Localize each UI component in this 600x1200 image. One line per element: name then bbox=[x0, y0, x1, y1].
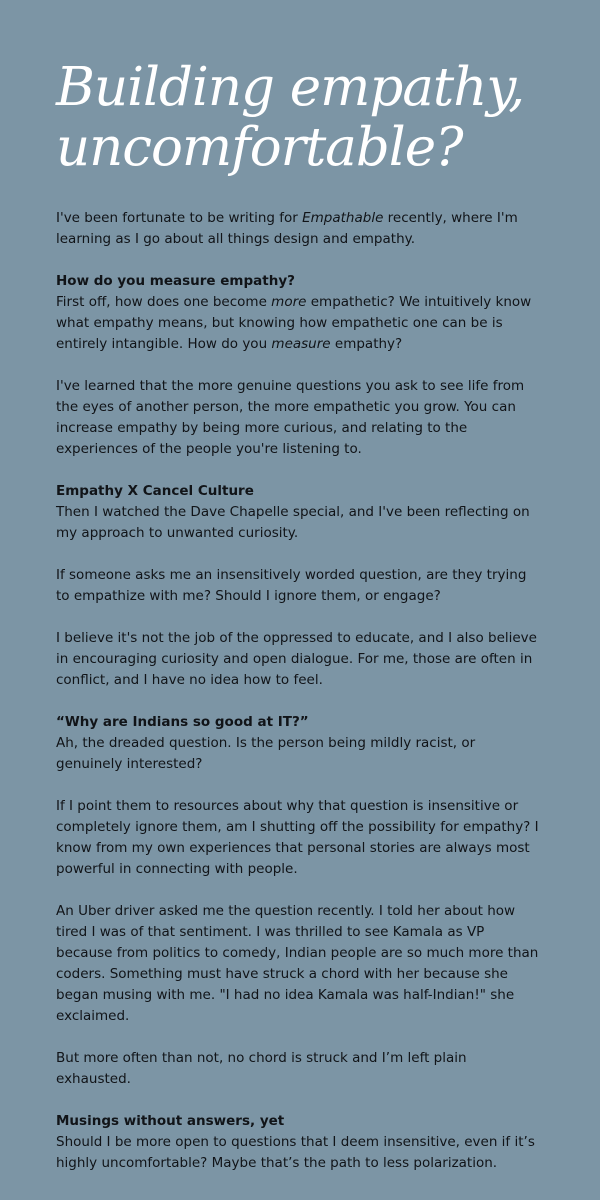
cancel-culture-paragraph-3: I believe it's not the job of the oppressed to educate, and I also believe in encouraging curiosity and open dialogue. For me, those are often in conflict, and I have no idea how to feel. bbox=[56, 630, 537, 688]
text-segment: empathetic? We intuitively know what empathy means, but knowing how empathetic one can be is entirely intangible. How do you bbox=[56, 294, 532, 352]
intro-text-after: recently, where I'm learning as I go about all things design and empathy. bbox=[56, 210, 518, 247]
text-segment: empathy? bbox=[330, 336, 403, 352]
text-segment: First off, how does one become bbox=[56, 294, 272, 310]
musings-paragraph-1: Should I be more open to questions that I deem insensitive, even if it’s highly uncomfortable? Maybe that’s the path to less polarization. bbox=[56, 1134, 535, 1171]
indians-it-paragraph-1: Ah, the dreaded question. Is the person being mildly racist, or genuinely interested? bbox=[56, 735, 476, 772]
section-heading-indians-it: “Why are Indians so good at IT?” bbox=[56, 714, 309, 730]
section-heading-measure-empathy: How do you measure empathy? bbox=[56, 273, 295, 289]
indians-it-paragraph-3: An Uber driver asked me the question recently. I told her about how tired I was of that sentiment. I was thrilled to see Kamala as VP because from politics to comedy, Indian people are so much more than coders. Something must have struck a chord with her because she began musing with me. "I had no idea Kamala was half-Indian!" she exclaimed. bbox=[56, 903, 539, 1024]
cancel-culture-paragraph-2: If someone asks me an insensitively worded question, are they trying to empathize with me? Should I ignore them, or engage? bbox=[56, 567, 527, 604]
page-title bbox=[56, 58, 544, 178]
emphasis-more: more bbox=[271, 294, 307, 310]
intro-text-before: I've been fortunate to be writing for bbox=[56, 210, 303, 226]
title-line-2: uncomfortable? bbox=[56, 117, 463, 178]
section-heading-musings: Musings without answers, yet bbox=[56, 1113, 285, 1129]
article-body bbox=[56, 208, 544, 1174]
indians-it-paragraph-4: But more often than not, no chord is struck and I’m left plain exhausted. bbox=[56, 1050, 467, 1087]
intro-paragraph bbox=[56, 208, 544, 250]
measure-empathy-paragraph-2: I've learned that the more genuine questions you ask to see life from the eyes of another person, the more empathetic you grow. You can increase empathy by being more curious, and relating to the experiences of the people you're listening to. bbox=[56, 378, 525, 457]
cancel-culture-paragraph-1: Then I watched the Dave Chapelle special, and I've been reflecting on my approach to unwanted curiosity. bbox=[56, 504, 530, 541]
title-line-1: Building empathy, bbox=[56, 57, 525, 118]
section-heading-cancel-culture: Empathy X Cancel Culture bbox=[56, 483, 254, 499]
indians-it-paragraph-2: If I point them to resources about why that question is insensitive or completely ignore them, am I shutting off the possibility for empathy? I know from my own experiences that personal stories are always most powerful in connecting with people. bbox=[56, 798, 539, 877]
emphasis-measure: measure bbox=[271, 336, 331, 352]
publication-name: Empathable bbox=[302, 210, 384, 226]
measure-empathy-paragraph-1 bbox=[56, 292, 544, 355]
